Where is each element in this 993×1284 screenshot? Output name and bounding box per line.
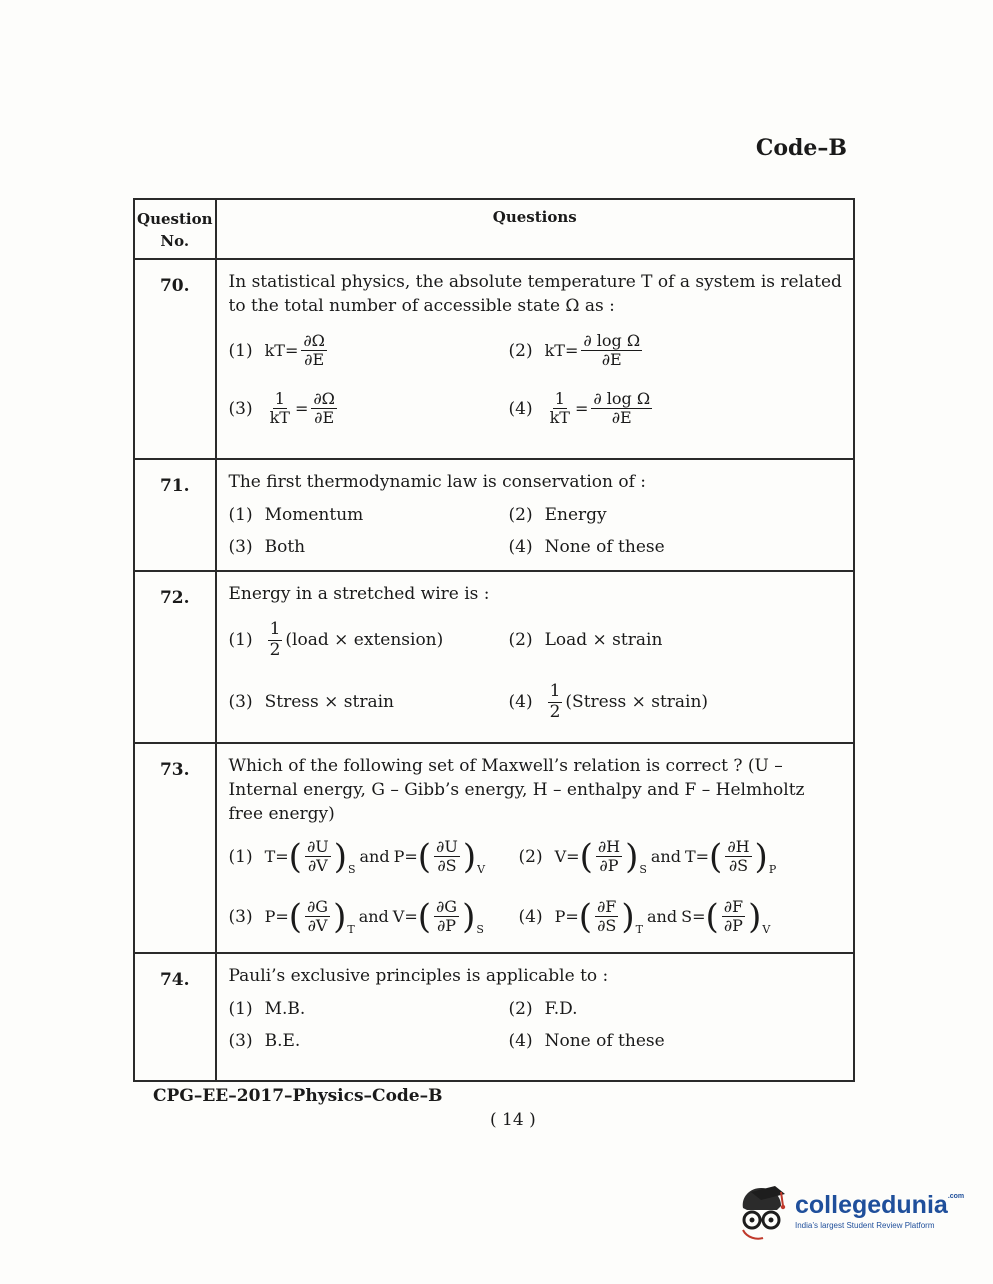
left-paren: ( (579, 836, 593, 877)
option-number: (3) (228, 692, 253, 713)
math-term: = (404, 907, 418, 927)
question-number: 70. (134, 259, 216, 459)
subscript: S (639, 862, 647, 876)
denominator: 2 (269, 639, 281, 660)
option-4 (519, 898, 844, 936)
math-term: P (554, 907, 566, 927)
math-term: = (404, 847, 418, 867)
formula (545, 390, 655, 428)
option-text: Both (264, 537, 306, 557)
option-2 (509, 500, 844, 530)
question-row-72 (134, 571, 854, 743)
denominator: kT (549, 408, 570, 428)
right-paren: ) (333, 896, 347, 937)
denominator: ∂E (601, 350, 622, 370)
subscript: V (762, 922, 771, 936)
question-number: 74. (134, 953, 216, 1081)
option-text: M.B. (264, 999, 306, 1019)
numerator: ∂H (727, 837, 750, 856)
fraction (595, 898, 618, 936)
numerator: ∂ log Ω (593, 388, 651, 408)
right-paren: ) (754, 836, 768, 877)
math-term: = (294, 399, 309, 419)
denominator: ∂E (314, 408, 335, 428)
option-number: (4) (518, 906, 543, 927)
denominator: ∂V (307, 856, 328, 876)
right-paren: ) (625, 836, 639, 877)
subscript: S (347, 862, 356, 876)
fraction (548, 390, 572, 428)
option-text: Stress × strain (264, 692, 394, 713)
math-term: kT (544, 341, 565, 361)
header-question-no (134, 199, 216, 259)
option-number: (2) (508, 505, 533, 525)
left-paren: ( (705, 896, 719, 937)
logo-wordmark: collegedunia (795, 1190, 948, 1219)
numerator: ∂F (597, 896, 617, 916)
collegedunia-logo[interactable] (737, 1180, 964, 1242)
partial-derivative (418, 898, 484, 936)
option-text: None of these (544, 537, 665, 557)
math-term: = (275, 847, 289, 867)
option-3 (229, 687, 509, 717)
question-row-73 (134, 743, 854, 953)
option-text: Energy (544, 505, 607, 525)
option-4 (509, 390, 844, 428)
option-4 (509, 682, 844, 722)
question-row-70 (134, 259, 854, 459)
question-body (216, 953, 855, 1081)
header-question-label: Question (137, 210, 213, 228)
option-number: (1) (228, 630, 253, 651)
header-no-label: No. (160, 232, 190, 250)
fraction-half (548, 682, 563, 722)
option-text: Momentum (264, 505, 364, 525)
option-3 (229, 898, 519, 936)
partial-derivative (705, 898, 770, 936)
math-term: T (264, 847, 276, 867)
left-paren: ( (288, 836, 302, 877)
formula (265, 838, 485, 876)
mascot-icon (737, 1180, 789, 1242)
numerator: ∂Ω (303, 331, 325, 350)
right-paren: ) (748, 896, 762, 937)
left-paren: ( (417, 836, 432, 877)
formula (555, 898, 771, 936)
subscript: P (768, 862, 777, 876)
fraction (596, 838, 622, 876)
fraction (305, 898, 330, 936)
formula (545, 332, 645, 370)
option-2 (509, 332, 844, 370)
option-number: (4) (508, 1031, 533, 1051)
partial-derivative (580, 838, 647, 876)
numerator: ∂Ω (313, 388, 335, 408)
subscript: S (476, 922, 484, 936)
numerator: ∂ log Ω (583, 331, 641, 350)
left-paren: ( (288, 896, 303, 937)
math-term: = (566, 847, 580, 867)
option-number: (2) (508, 340, 533, 361)
question-number: 73. (134, 743, 216, 953)
option-number: (4) (508, 398, 533, 419)
option-text: (load × extension) (285, 630, 444, 651)
partial-derivative (289, 838, 356, 876)
option-2 (509, 994, 844, 1024)
fraction (581, 332, 642, 370)
option-number: (4) (508, 692, 533, 713)
question-text: The first thermodynamic law is conservation of : (228, 472, 647, 492)
question-text: In statistical physics, the absolute temperature T of a system is related to the total number of accessible state Ω as : (228, 272, 842, 316)
question-row-71 (134, 459, 854, 571)
formula (265, 332, 330, 370)
numerator: ∂H (597, 837, 621, 856)
denominator: ∂S (728, 856, 749, 876)
option-1 (229, 620, 509, 660)
fraction (591, 390, 652, 428)
question-row-74 (134, 953, 854, 1081)
math-term: S (681, 907, 693, 927)
denominator: ∂S (597, 916, 617, 936)
option-3 (229, 532, 509, 562)
math-term: = (692, 907, 706, 927)
option-number: (1) (228, 340, 253, 361)
numerator: ∂F (723, 896, 744, 916)
formula (265, 898, 484, 936)
math-term: = (275, 907, 289, 927)
question-number: 72. (134, 571, 216, 743)
denominator: ∂E (304, 350, 325, 370)
option-text: None of these (544, 1031, 665, 1051)
subscript: T (347, 922, 355, 936)
denominator: 2 (549, 701, 561, 722)
paper-code-footer: CPG–EE–2017–Physics–Code–B (153, 1086, 443, 1106)
option-number: (3) (228, 537, 253, 557)
math-term: = (284, 341, 299, 361)
formula (555, 838, 777, 876)
option-number: (1) (228, 505, 253, 525)
fraction (305, 838, 331, 876)
math-term: P (264, 907, 276, 927)
partial-derivative (709, 838, 776, 876)
fraction (434, 838, 460, 876)
option-text: (Stress × strain) (565, 692, 709, 713)
option-number: (4) (508, 537, 533, 557)
denominator: ∂E (611, 408, 632, 428)
page-code: Code–B (755, 135, 847, 161)
math-term: V (392, 907, 405, 927)
math-term: = (564, 341, 579, 361)
question-body (216, 259, 855, 459)
fraction-half (268, 620, 283, 660)
question-body (216, 459, 855, 571)
header-questions: Questions (216, 199, 855, 259)
right-paren: ) (462, 836, 477, 877)
question-body (216, 743, 855, 953)
option-number: (3) (228, 398, 253, 419)
left-paren: ( (709, 836, 723, 877)
numerator: 1 (554, 388, 565, 408)
math-term: = (574, 399, 589, 419)
left-paren: ( (417, 896, 432, 937)
denominator: ∂S (437, 856, 457, 876)
option-text: B.E. (264, 1031, 301, 1051)
question-body (216, 571, 855, 743)
logo-text (795, 1190, 965, 1230)
option-number: (2) (508, 630, 533, 651)
math-term: V (554, 847, 567, 867)
option-number: (2) (508, 999, 533, 1019)
math-term: kT (264, 341, 285, 361)
logo-tagline: India’s largest Student Review Platform (795, 1220, 935, 1230)
numerator: ∂U (436, 837, 458, 856)
formula (265, 390, 340, 428)
fraction (434, 898, 459, 936)
table-header-row (134, 199, 854, 259)
option-3 (229, 390, 509, 428)
math-term: = (565, 907, 579, 927)
left-paren: ( (578, 896, 593, 937)
denominator: kT (269, 408, 290, 428)
option-1 (229, 332, 509, 370)
math-term: and (650, 847, 681, 867)
page-number: ( 14 ) (490, 1110, 536, 1130)
partial-derivative (289, 898, 355, 936)
option-number: (3) (228, 1031, 253, 1051)
option-1 (229, 500, 509, 530)
question-number: 71. (134, 459, 216, 571)
numerator: ∂G (307, 896, 329, 916)
option-4 (509, 1026, 844, 1056)
option-number: (2) (518, 846, 543, 867)
numerator: 1 (269, 619, 281, 639)
option-3 (229, 1026, 509, 1056)
fraction (725, 838, 751, 876)
option-text: Load × strain (544, 630, 663, 651)
math-term: and (358, 907, 389, 927)
math-term: T (684, 847, 696, 867)
math-term: P (393, 847, 405, 867)
option-2 (519, 838, 844, 876)
denominator: ∂P (723, 916, 743, 936)
option-number: (3) (228, 906, 253, 927)
subscript: T (635, 922, 644, 936)
question-text: Pauli’s exclusive principles is applicable to : (228, 966, 609, 986)
math-term: = (695, 847, 710, 867)
option-1 (229, 994, 509, 1024)
fraction (311, 390, 337, 428)
question-text: Which of the following set of Maxwell’s relation is correct ? (U – Internal energy, G – Gibb’s energy, H – enthalpy and F – Helmholtz free energy) (228, 756, 805, 824)
numerator: 1 (549, 681, 561, 702)
option-number: (1) (228, 999, 253, 1019)
math-term: and (359, 847, 390, 867)
logo-com: .com (947, 1192, 965, 1200)
partial-derivative (418, 838, 485, 876)
option-number: (1) (228, 846, 253, 867)
partial-derivative (579, 898, 643, 936)
math-term: and (647, 907, 678, 927)
numerator: ∂U (306, 837, 329, 856)
logo-name (795, 1190, 965, 1219)
denominator: ∂P (599, 856, 619, 876)
question-text: Energy in a stretched wire is : (228, 584, 490, 604)
fraction (301, 332, 327, 370)
option-1 (229, 838, 519, 876)
denominator: ∂V (307, 916, 328, 936)
right-paren: ) (333, 836, 347, 877)
right-paren: ) (621, 896, 635, 937)
option-text: F.D. (544, 999, 578, 1019)
subscript: V (477, 862, 486, 876)
option-2 (509, 625, 844, 655)
numerator: 1 (274, 388, 285, 408)
right-paren: ) (462, 896, 476, 937)
numerator: ∂G (436, 896, 458, 916)
option-4 (509, 532, 844, 562)
question-table (133, 198, 855, 1082)
fraction (722, 898, 745, 936)
denominator: ∂P (437, 916, 457, 936)
fraction (268, 390, 292, 428)
